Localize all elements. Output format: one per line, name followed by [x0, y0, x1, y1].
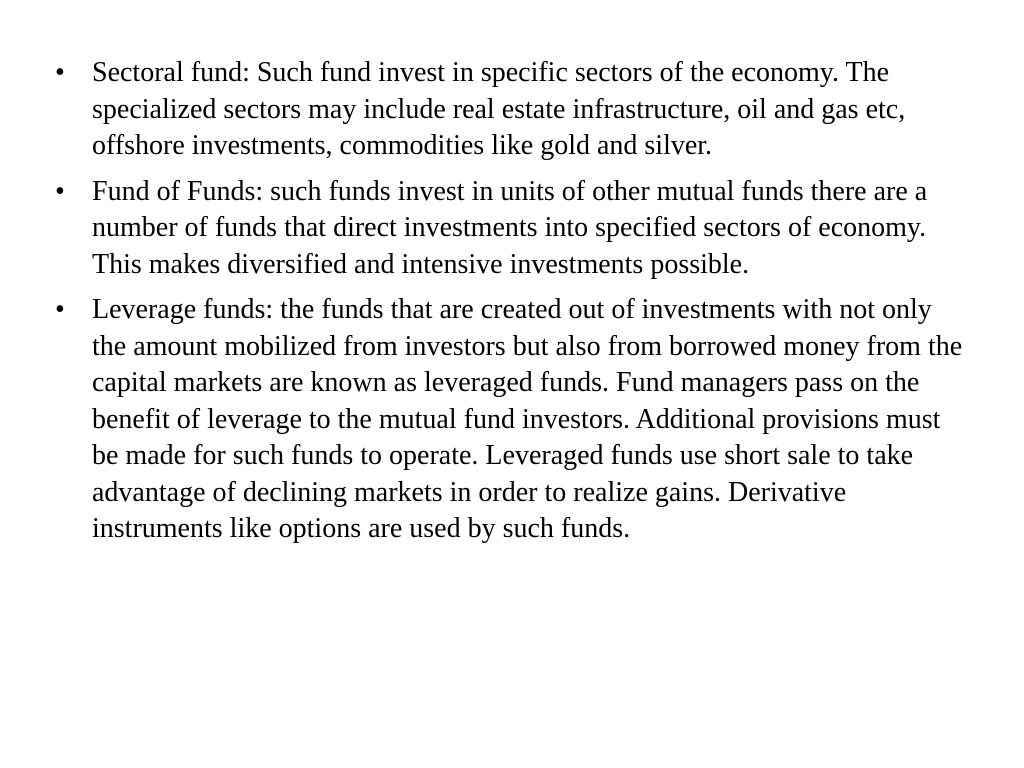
bullet-text: Sectoral fund: Such fund invest in specific sectors of the economy. The specialized sectors may include real estate infrastructure, oil and gas etc, offshore investments, commodities like gold and silver. [92, 57, 906, 161]
bullet-point-icon: • [55, 294, 65, 325]
bullet-item-fund-of-funds [55, 174, 967, 284]
bullet-item-sectoral-fund [55, 55, 967, 165]
bullet-text: Leverage funds: the funds that are created out of investments with not only the amount mobilized from investors but also from borrowed money from the capital markets are known as leveraged funds. Fund managers pass on the benefit of leverage to the mutual fund investors. Additional provisions must be made for such funds to operate. Leveraged funds use short sale to take advantage of declining markets in order to realize gains. Derivative instruments like options are used by such funds. [92, 294, 963, 544]
bullet-point-icon: • [55, 175, 65, 207]
bullet-list [55, 55, 967, 557]
bullet-point-icon: • [55, 57, 65, 88]
bullet-text: Fund of Funds: such funds invest in units of other mutual funds there are a number of funds that direct investments into specified sectors of economy. This makes diversified and intensive investments possible. [92, 175, 928, 280]
bullet-item-leverage-funds [55, 292, 967, 548]
